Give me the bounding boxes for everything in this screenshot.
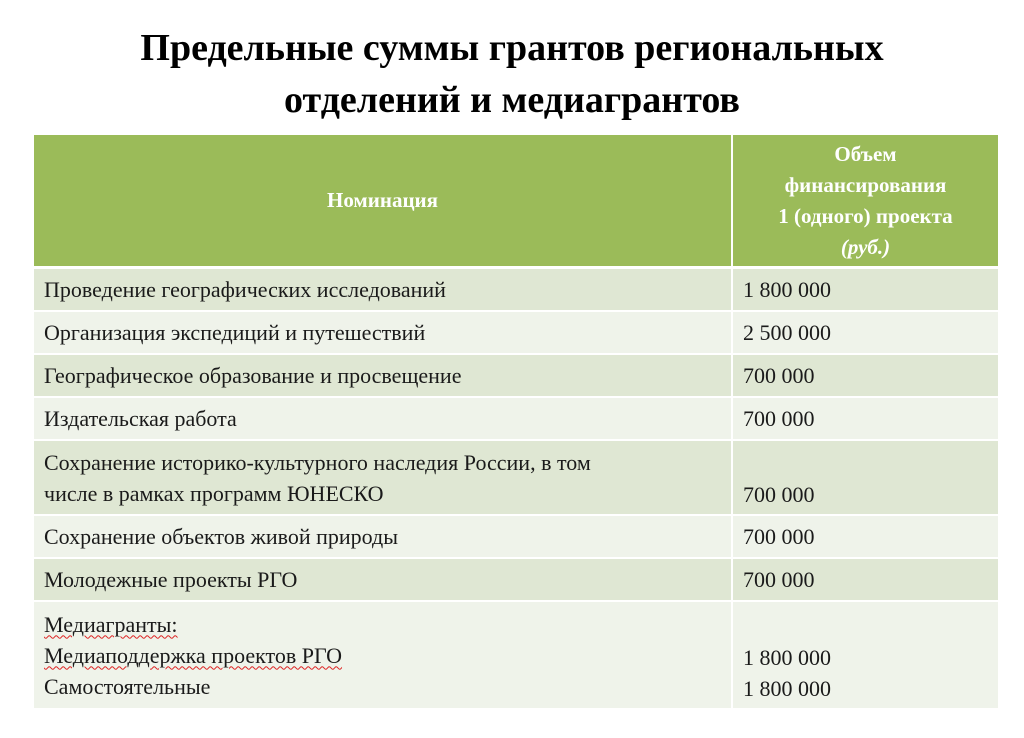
amount-cell: 700 000 xyxy=(732,440,998,515)
nomination-line: Медиагранты: xyxy=(44,611,178,637)
grants-table xyxy=(34,135,998,710)
nomination-line: Медиаподдержка проектов РГО xyxy=(44,642,343,668)
table-row xyxy=(34,558,998,601)
amount-cell: 700 000 xyxy=(732,558,998,601)
header-amount-unit: (руб.) xyxy=(840,234,891,259)
nomination-cell xyxy=(34,440,732,515)
amount-cell: 700 000 xyxy=(732,354,998,397)
page-title-line-2: отделений и медиагрантов xyxy=(284,79,740,121)
nomination-cell: Географическое образование и просвещение xyxy=(34,354,732,397)
header-amount-line-2: финансирования xyxy=(784,172,947,197)
page-title-line-1: Предельные суммы грантов региональных xyxy=(140,27,884,69)
table-row xyxy=(34,311,998,354)
nomination-line: числе в рамках программ ЮНЕСКО xyxy=(44,480,384,506)
amount-cell: 2 500 000 xyxy=(732,311,998,354)
nomination-cell: Сохранение объектов живой природы xyxy=(34,515,732,558)
table-row xyxy=(34,601,998,709)
amount-line: 1 800 000 xyxy=(743,676,831,701)
amount-cell xyxy=(732,601,998,709)
amount-cell: 700 000 xyxy=(732,397,998,440)
nomination-cell: Организация экспедиций и путешествий xyxy=(34,311,732,354)
nomination-line: Сохранение историко-культурного наследия России, в том xyxy=(44,449,591,475)
table-row xyxy=(34,515,998,558)
amount-cell: 1 800 000 xyxy=(732,268,998,312)
header-nomination: Номинация xyxy=(34,135,732,268)
table-row xyxy=(34,440,998,515)
nomination-cell: Проведение географических исследований xyxy=(34,268,732,312)
header-amount-line-3: 1 (одного) проекта xyxy=(778,203,953,228)
amount-cell: 700 000 xyxy=(732,515,998,558)
nomination-cell: Молодежные проекты РГО xyxy=(34,558,732,601)
amount-line: 1 800 000 xyxy=(743,645,831,670)
table-header-row xyxy=(34,135,998,268)
nomination-cell xyxy=(34,601,732,709)
table-row xyxy=(34,397,998,440)
page-title xyxy=(0,22,1024,126)
table-row xyxy=(34,354,998,397)
nomination-line: Самостоятельные xyxy=(44,673,211,699)
table-row xyxy=(34,268,998,312)
header-amount-line-1: Объем xyxy=(834,141,897,166)
nomination-cell: Издательская работа xyxy=(34,397,732,440)
header-amount xyxy=(732,135,998,268)
